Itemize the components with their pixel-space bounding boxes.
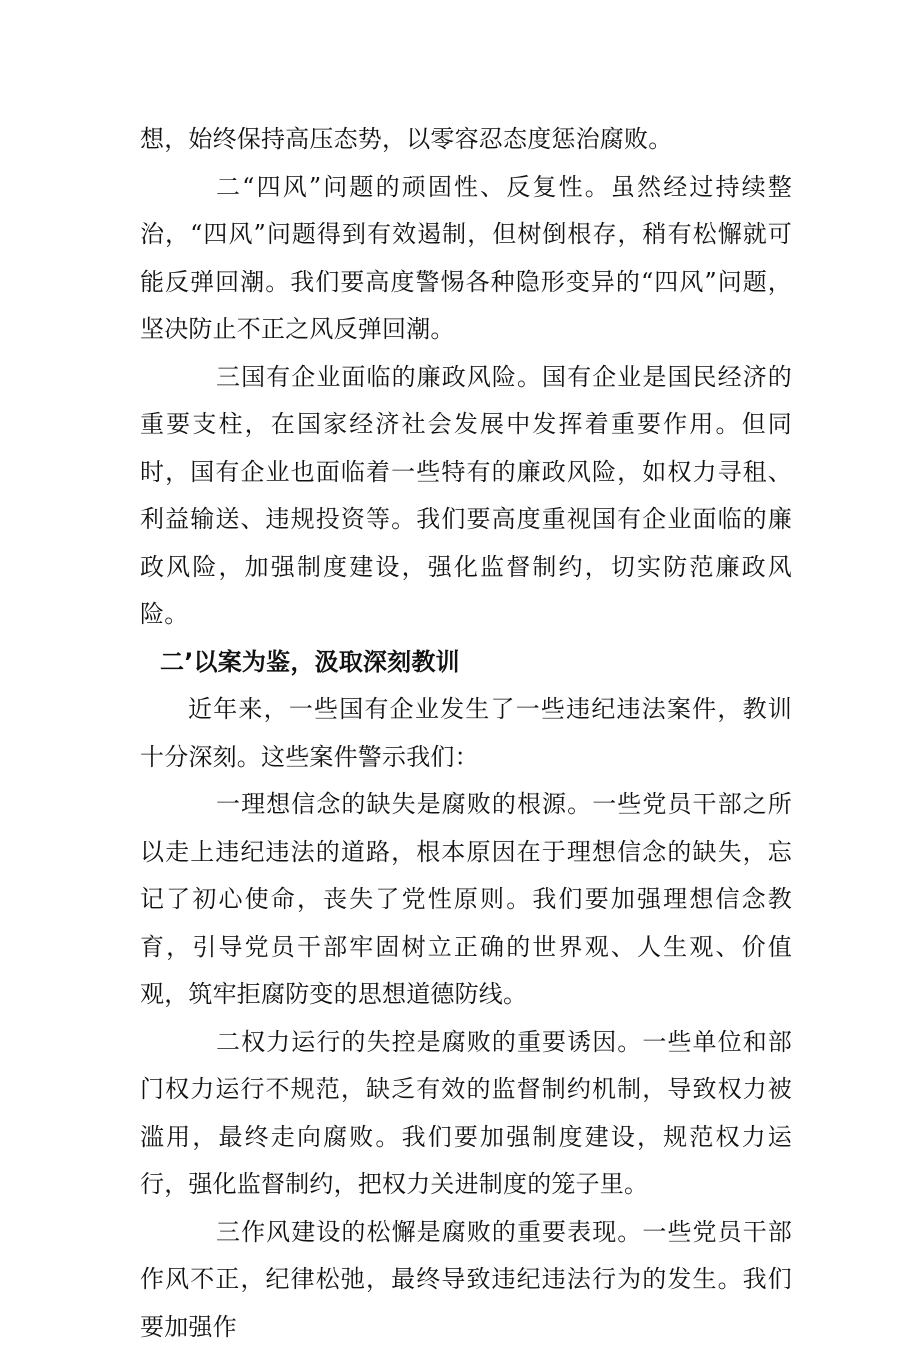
paragraph-power: 二权力运行的失控是腐败的重要诱因。一些单位和部门权力运行不规范，缺乏有效的监督制约机制，导致权力被滥用，最终走向腐败。我们要加强制度建设，规范权力运行，强化监督制约，把权力关进制度的笼子里。	[140, 1019, 792, 1209]
paragraph-conduct: 三作风建设的松懈是腐败的重要表现。一些党员干部作风不正，纪律松弛，最终导致违纪违法行为的发生。我们要加强作	[140, 1209, 792, 1351]
paragraph-ideals: 一理想信念的缺失是腐败的根源。一些党员干部之所以走上违纪违法的道路，根本原因在于理想信念的缺失，忘记了初心使命，丧失了党性原则。我们要加强理想信念教育，引导党员干部牢固树立正确的世界观、人生观、价值观，筑牢拒腐防变的思想道德防线。	[140, 781, 792, 1019]
section-heading: 二’以案为鉴，汲取深刻教训	[140, 639, 792, 687]
paragraph-intro: 近年来，一些国有企业发生了一些违纪违法案件，教训十分深刻。这些案件警示我们：	[140, 686, 792, 781]
paragraph-continuation: 想，始终保持高压态势，以零容忍态度惩治腐败。	[140, 116, 792, 164]
paragraph-four-winds: 二“四风”问题的顽固性、反复性。虽然经过持续整治，“四风”问题得到有效遏制，但树倒根存，稍有松懈就可能反弹回潮。我们要高度警惕各种隐形变异的“四风”问题，坚决防止不正之风反弹回潮。	[140, 164, 792, 354]
paragraph-soe-risks: 三国有企业面临的廉政风险。国有企业是国民经济的重要支柱，在国家经济社会发展中发挥着重要作用。但同时，国有企业也面临着一些特有的廉政风险，如权力寻租、利益输送、违规投资等。我们要高度重视国有企业面临的廉政风险，加强制度建设，强化监督制约，切实防范廉政风险。	[140, 354, 792, 639]
document-body	[140, 116, 792, 1351]
